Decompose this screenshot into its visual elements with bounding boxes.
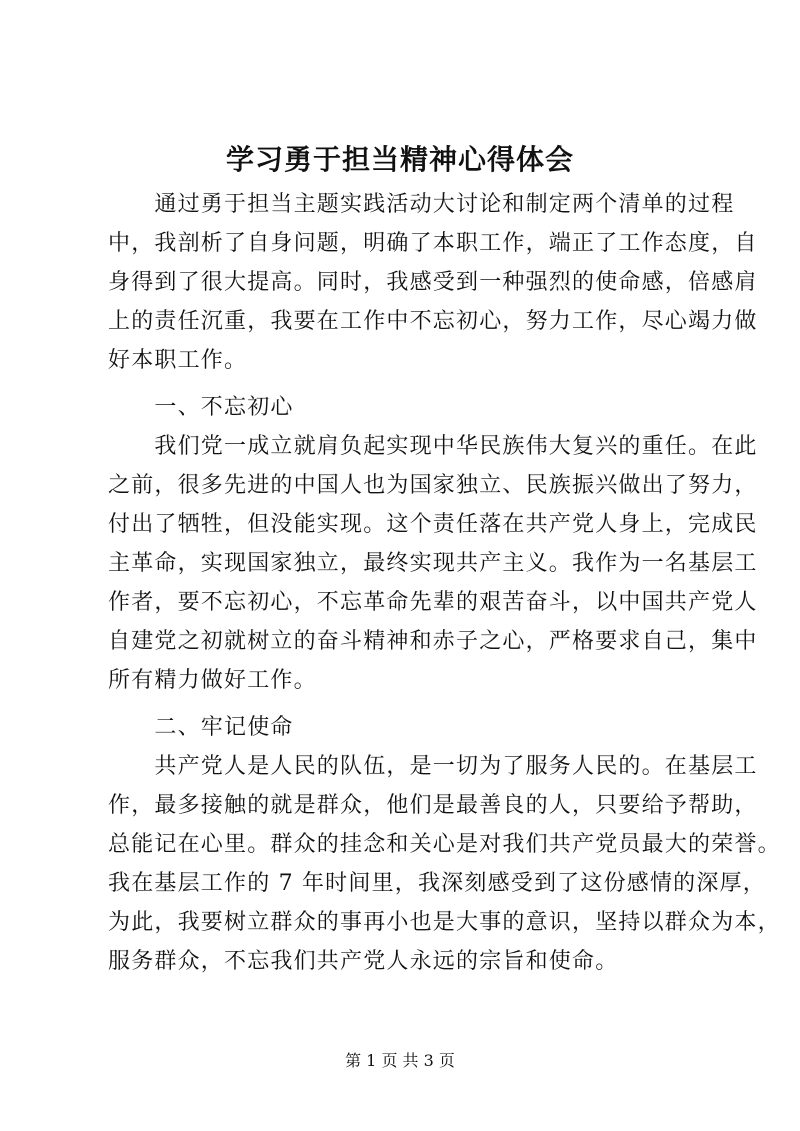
body-line: 身得到了很大提高。同时，我感受到一种强烈的使命感，倍感肩: [108, 270, 758, 295]
body-line: 好本职工作。: [108, 348, 248, 373]
body-line: 我在基层工作的 7 年时间里，我深刻感受到了这份感情的深厚，: [108, 871, 766, 896]
section-heading: 二、牢记使命: [108, 715, 294, 740]
body-line: 我们党一成立就肩负起实现中华民族伟大复兴的重任。在此: [108, 434, 758, 459]
body-line: 所有精力做好工作。: [108, 668, 317, 693]
body-line: 上的责任沉重，我要在工作中不忘初心，努力工作，尽心竭力做: [108, 309, 758, 334]
body-line: 之前，很多先进的中国人也为国家独立、民族振兴做出了努力，: [108, 473, 758, 498]
body-line: 中，我剖析了自身问题，明确了本职工作，端正了工作态度，自: [108, 231, 758, 256]
section-heading: 一、不忘初心: [108, 395, 294, 420]
body-line: 作者，要不忘初心，不忘革命先辈的艰苦奋斗，以中国共产党人: [108, 590, 758, 615]
document-title: 学习勇于担当精神心得体会: [225, 143, 574, 176]
body-line: 总能记在心里。群众的挂念和关心是对我们共产党员最大的荣誉。: [108, 832, 781, 857]
body-line: 主革命，实现国家独立，最终实现共产主义。我作为一名基层工: [108, 551, 758, 576]
body-line: 作，最多接触的就是群众，他们是最善良的人，只要给予帮助，: [108, 793, 758, 818]
body-line: 共产党人是人民的队伍，是一切为了服务人民的。在基层工: [108, 754, 758, 779]
body-line: 付出了牺牲，但没能实现。这个责任落在共产党人身上，完成民: [108, 512, 758, 537]
page-number-footer: 第 1 页 共 3 页: [345, 1051, 455, 1070]
body-line: 自建党之初就树立的奋斗精神和赤子之心，严格要求自己，集中: [108, 629, 758, 654]
body-line: 服务群众，不忘我们共产党人永远的宗旨和使命。: [108, 949, 619, 974]
body-line: 通过勇于担当主题实践活动大讨论和制定两个清单的过程: [108, 192, 735, 217]
body-line: 为此，我要树立群众的事再小也是大事的意识，坚持以群众为本，: [108, 910, 781, 935]
